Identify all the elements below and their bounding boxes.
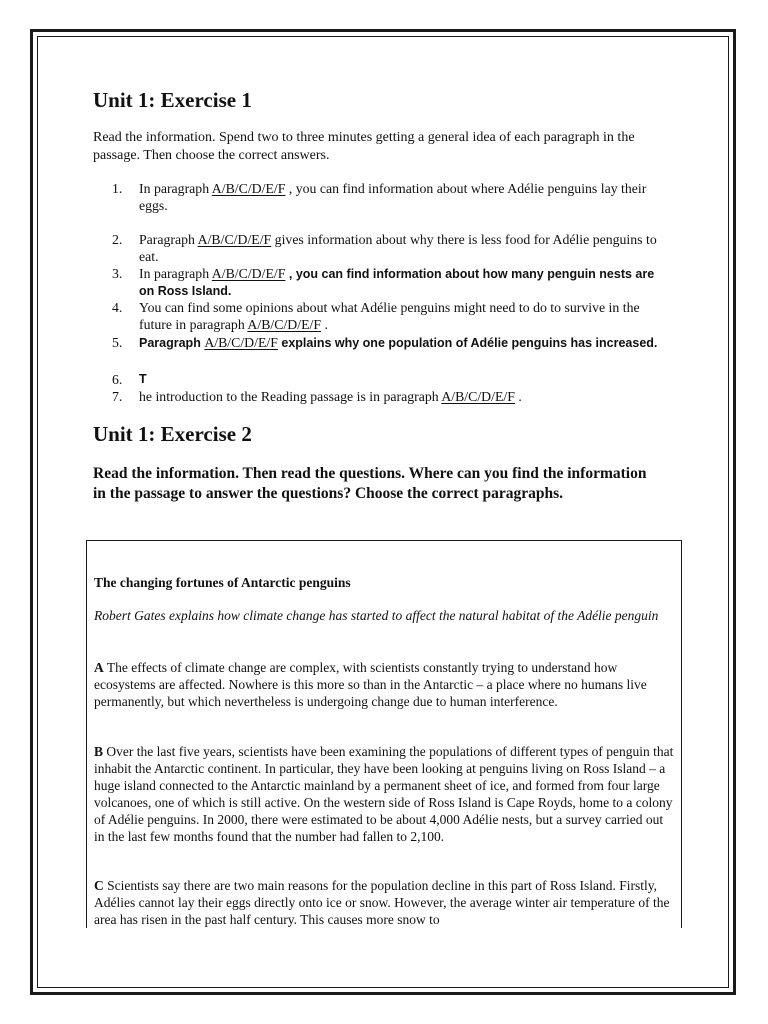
question-number: 6. (112, 372, 123, 387)
question-text (139, 388, 671, 405)
exercise2-instructions: Read the information. Then read the questions. Where can you find the information in the passage to answer the questions? Choose the correct paragraphs. (93, 465, 647, 502)
paragraph-text: Scientists say there are two main reasons for the population decline in this part of Ross Island. Firstly, Adélies cannot lay their eggs directly onto ice or snow. However, the average winter air temperature of the area has risen in the past half century. This causes more snow to (94, 878, 670, 927)
paragraph-letter: C (94, 878, 104, 893)
exercise1-heading: Unit 1: Exercise 1 (93, 88, 252, 112)
passage-paragraph-a (94, 659, 676, 710)
question-number: 3. (112, 266, 123, 281)
question-text-before: Paragraph (139, 336, 205, 350)
answer-blank[interactable]: A/B/C/D/E/F (211, 266, 286, 281)
question-text (139, 265, 671, 300)
question-text-before: In paragraph (139, 266, 212, 281)
question-number: 7. (112, 389, 123, 404)
question-text-before: he introduction to the Reading passage is in paragraph (139, 389, 442, 404)
answer-blank[interactable]: A/B/C/D/E/F (204, 335, 278, 350)
question-text (139, 334, 671, 352)
passage-subtitle: Robert Gates explains how climate change has started to affect the natural habitat of the Adélie penguin (94, 608, 659, 623)
paragraph-text: Over the last five years, scientists have been examining the populations of different types of penguin that inhabit the Antarctic continent. In particular, they have been looking at penguins living on Ross Island – a huge island connected to the Antarctic mainland by a permanent sheet of ice, and formed from four large volcanoes, one of which is still active. On the western side of Ross Island is Cape Royds, home to a colony of Adélie penguins. In 2000, there were estimated to be about 4,000 Adélie nests, but a survey carried out in the last few months found that the number had fallen to 2,100. (94, 744, 674, 844)
exercise1-instructions: Read the information. Spend two to three minutes getting a general idea of each paragraph in the passage. Then choose the correct answers. (93, 130, 635, 163)
question-text (139, 299, 671, 333)
question-text-before: T (139, 372, 147, 386)
question-text (139, 180, 671, 214)
question-number: 5. (112, 335, 123, 350)
answer-blank[interactable]: A/B/C/D/E/F (441, 389, 515, 404)
answer-blank[interactable]: A/B/C/D/E/F (211, 181, 286, 196)
question-number: 4. (112, 300, 123, 315)
passage-paragraph-c (94, 877, 676, 928)
reading-passage-box (86, 540, 682, 928)
passage-title: The changing fortunes of Antarctic penguins (94, 575, 351, 590)
paragraph-text: The effects of climate change are complex, with scientists constantly trying to understand how ecosystems are affected. Nowhere is this more so than in the Antarctic – a place where no humans live permanently, but which nevertheless is undergoing change due to human interference. (94, 660, 647, 709)
question-text-after: , you can find information about how many penguin nests are on Ross Island. (139, 267, 655, 298)
answer-blank[interactable]: A/B/C/D/E/F (197, 232, 272, 247)
question-text (139, 371, 671, 388)
question-text-before: You can find some opinions about what Adélie penguins might need to do to survive in the future in paragraph (139, 300, 640, 332)
question-text-before: Paragraph (139, 232, 198, 247)
question-number: 1. (112, 181, 123, 196)
question-number: 2. (112, 232, 123, 247)
question-text-after: explains why one population of Adélie penguins has increased. (277, 336, 658, 350)
answer-blank[interactable]: A/B/C/D/E/F (247, 317, 322, 332)
paragraph-letter: A (94, 660, 104, 675)
question-text-after: , you can find information about where Adélie penguins lay their eggs. (139, 181, 647, 213)
question-text-after: . (514, 389, 522, 404)
question-text-after: . (321, 317, 328, 332)
passage-paragraph-b (94, 743, 676, 845)
question-text-after: gives information about why there is less food for Adélie penguins to eat. (139, 232, 657, 264)
question-text (139, 231, 671, 265)
paragraph-letter: B (94, 744, 104, 759)
exercise2-heading: Unit 1: Exercise 2 (93, 422, 252, 446)
question-text-before: In paragraph (139, 181, 212, 196)
